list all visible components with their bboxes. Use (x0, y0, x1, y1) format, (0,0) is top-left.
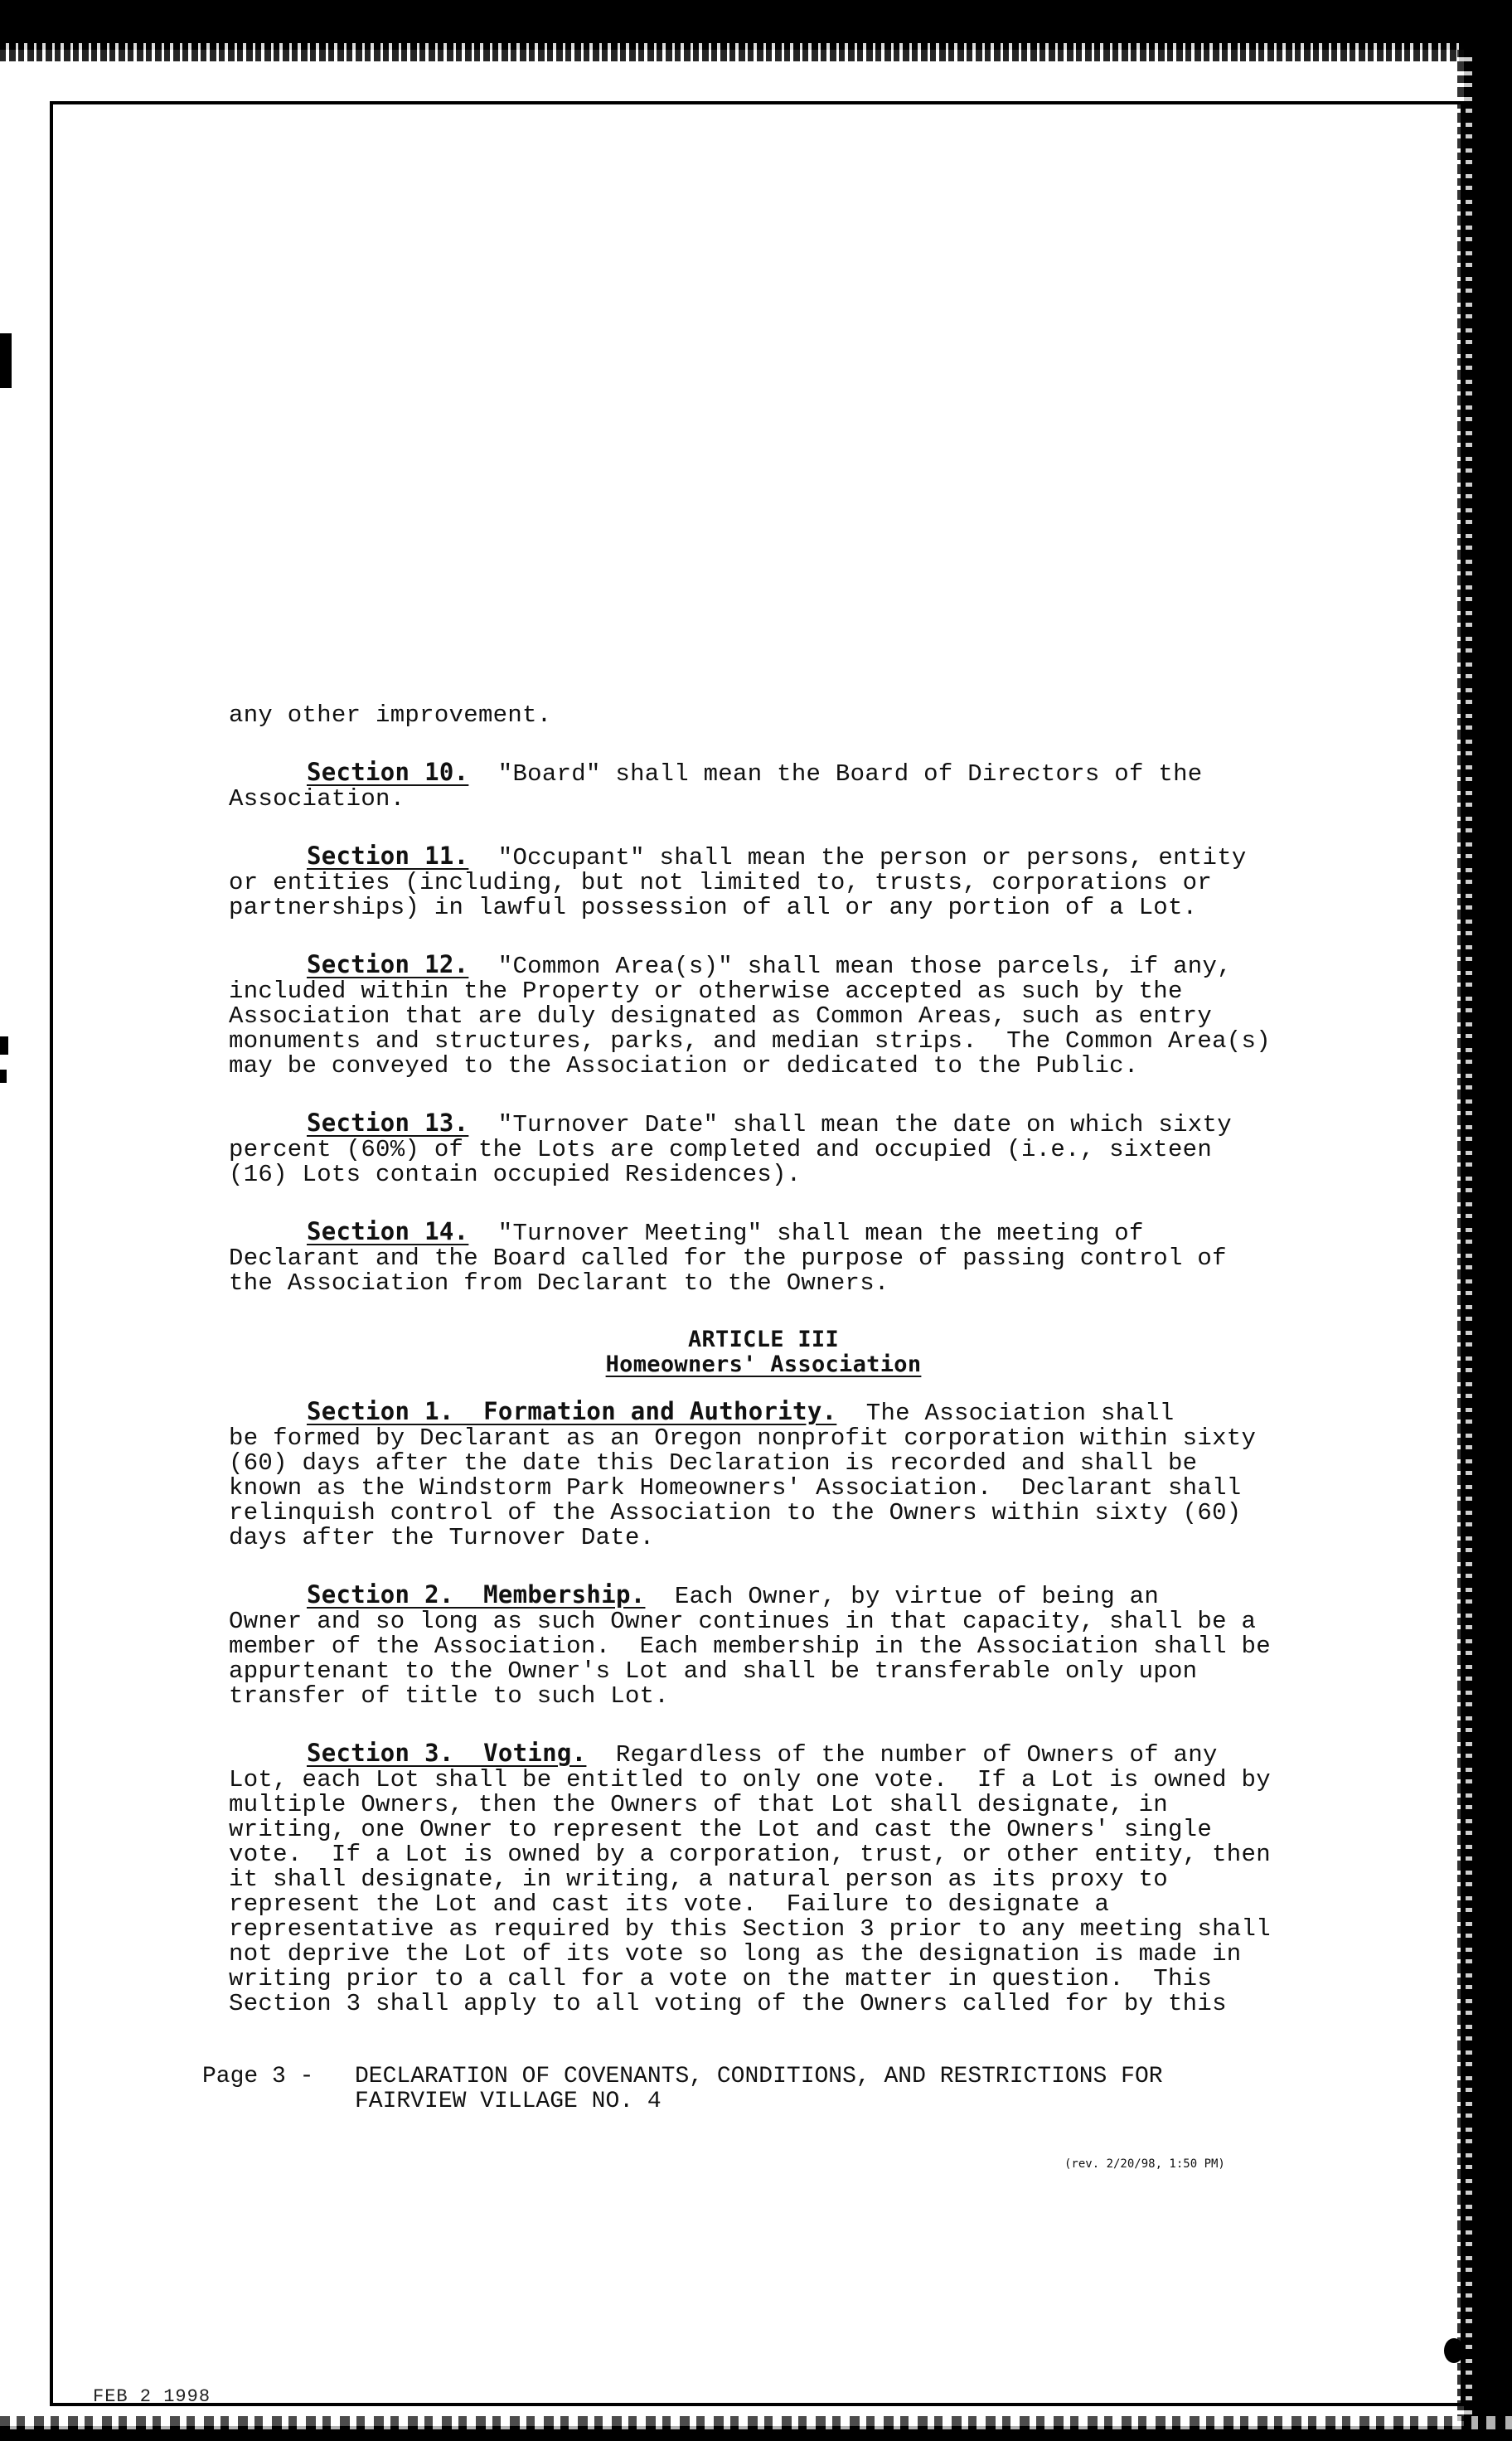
section-heading: Section 10. (307, 758, 469, 786)
body-line: representative as required by this Section 3 prior to any meeting shall (229, 1915, 1271, 1943)
body-line: Owner and so long as such Owner continues in that capacity, shall be a (229, 1608, 1257, 1635)
section-heading: Section 2. Membership. (307, 1580, 646, 1609)
body-line: vote. If a Lot is owned by a corporation, trust, or other entity, then (229, 1841, 1271, 1868)
paragraph-continuation (229, 703, 1298, 728)
scan-border-top (0, 0, 1512, 50)
body-line: Lot, each Lot shall be entitled to only one vote. If a Lot is owned by (229, 1766, 1271, 1793)
body-line: any other improvement. (229, 701, 552, 729)
body-line: represent the Lot and cast its vote. Failure to designate a (229, 1890, 1110, 1918)
section-11 (229, 843, 1298, 920)
body-line: (16) Lots contain occupied Residences). (229, 1161, 802, 1188)
body-line: The Association shall (865, 1400, 1175, 1427)
body-line: not deprive the Lot of its vote so long as the designation is made in (229, 1940, 1242, 1968)
scan-border-bottom-edge (0, 2416, 1512, 2429)
page-number: Page 3 - (202, 2064, 314, 2089)
section-heading: Section 13. (307, 1109, 469, 1137)
document-title: DECLARATION OF COVENANTS, CONDITIONS, AND RESTRICTIONS FOR FAIRVIEW VILLAGE NO. 4 (355, 2064, 1163, 2114)
article-section-1 (229, 1399, 1298, 1550)
body-line: known as the Windstorm Park Homeowners' Association. Declarant shall (229, 1474, 1242, 1502)
body-line: included within the Property or otherwise accepted as such by the (229, 978, 1183, 1005)
body-line: percent (60%) of the Lots are completed and occupied (i.e., sixteen (229, 1136, 1213, 1163)
body-line: writing, one Owner to represent the Lot and cast the Owners' single (229, 1816, 1213, 1843)
body-line: Section 3 shall apply to all voting of the Owners called for by this (229, 1990, 1227, 2017)
body-line: Association that are duly designated as Common Areas, such as entry (229, 1002, 1213, 1030)
body-line: "Turnover Meeting" shall mean the meeting of (497, 1220, 1144, 1247)
section-heading: Section 14. (307, 1217, 469, 1245)
scan-mark (0, 1070, 7, 1083)
article-number: ARTICLE III (687, 1327, 840, 1352)
section-heading: Section 1. Formation and Authority. (307, 1397, 837, 1425)
body-line: Regardless of the number of Owners of any (615, 1741, 1218, 1769)
body-line: multiple Owners, then the Owners of that Lot shall designate, in (229, 1791, 1168, 1818)
section-heading: Section 3. Voting. (307, 1739, 587, 1767)
page-footer (202, 2065, 1280, 2114)
section-10 (229, 759, 1298, 812)
body-line: "Common Area(s)" shall mean those parcels, if any, (497, 953, 1232, 980)
body-line: Declarant and the Board called for the purpose of passing control of (229, 1245, 1227, 1272)
body-line: "Board" shall mean the Board of Directors of the (497, 760, 1203, 788)
body-line: monuments and structures, parks, and median strips. The Common Area(s) (229, 1027, 1271, 1055)
body-line: the Association from Declarant to the Owners. (229, 1269, 889, 1297)
article-header (229, 1327, 1298, 1377)
body-line: appurtenant to the Owner's Lot and shall be transferable only upon (229, 1657, 1198, 1685)
body-line: it shall designate, in writing, a natural person as its proxy to (229, 1866, 1168, 1893)
section-13 (229, 1110, 1298, 1187)
body-line: relinquish control of the Association to the Owners within sixty (60) (229, 1499, 1242, 1526)
date-stamp: FEB 2 1998 (93, 2386, 211, 2407)
body-line: (60) days after the date this Declaration is recorded and shall be (229, 1449, 1198, 1477)
body-line: "Occupant" shall mean the person or persons, entity (497, 844, 1247, 871)
body-line: days after the Turnover Date. (229, 1524, 655, 1551)
scan-mark (0, 1036, 8, 1055)
body-line: transfer of title to such Lot. (229, 1682, 670, 1710)
body-line: "Turnover Date" shall mean the date on which sixty (497, 1111, 1232, 1138)
scan-mark (0, 333, 12, 388)
body-line: writing prior to a call for a vote on the matter in question. This (229, 1965, 1213, 1992)
revision-note: (rev. 2/20/98, 1:50 PM) (1064, 2157, 1225, 2171)
body-line: may be conveyed to the Association or dedicated to the Public. (229, 1052, 1139, 1080)
document-body (229, 703, 1298, 2048)
scan-border-top-edge (0, 43, 1512, 61)
article-heading: Homeowners' Association (605, 1352, 922, 1377)
body-line: be formed by Declarant as an Oregon nonprofit corporation within sixty (229, 1424, 1257, 1452)
body-line: Each Owner, by virtue of being an (674, 1583, 1160, 1610)
section-14 (229, 1219, 1298, 1296)
section-heading: Section 11. (307, 842, 469, 870)
body-line: Association. (229, 785, 405, 813)
body-line: partnerships) in lawful possession of all or any portion of a Lot. (229, 894, 1198, 921)
body-line: or entities (including, but not limited to, trusts, corporations or (229, 869, 1213, 896)
section-heading: Section 12. (307, 950, 469, 978)
section-12 (229, 952, 1298, 1079)
article-section-2 (229, 1582, 1298, 1709)
article-section-3 (229, 1740, 1298, 2016)
body-line: member of the Association. Each membership in the Association shall be (229, 1633, 1271, 1660)
